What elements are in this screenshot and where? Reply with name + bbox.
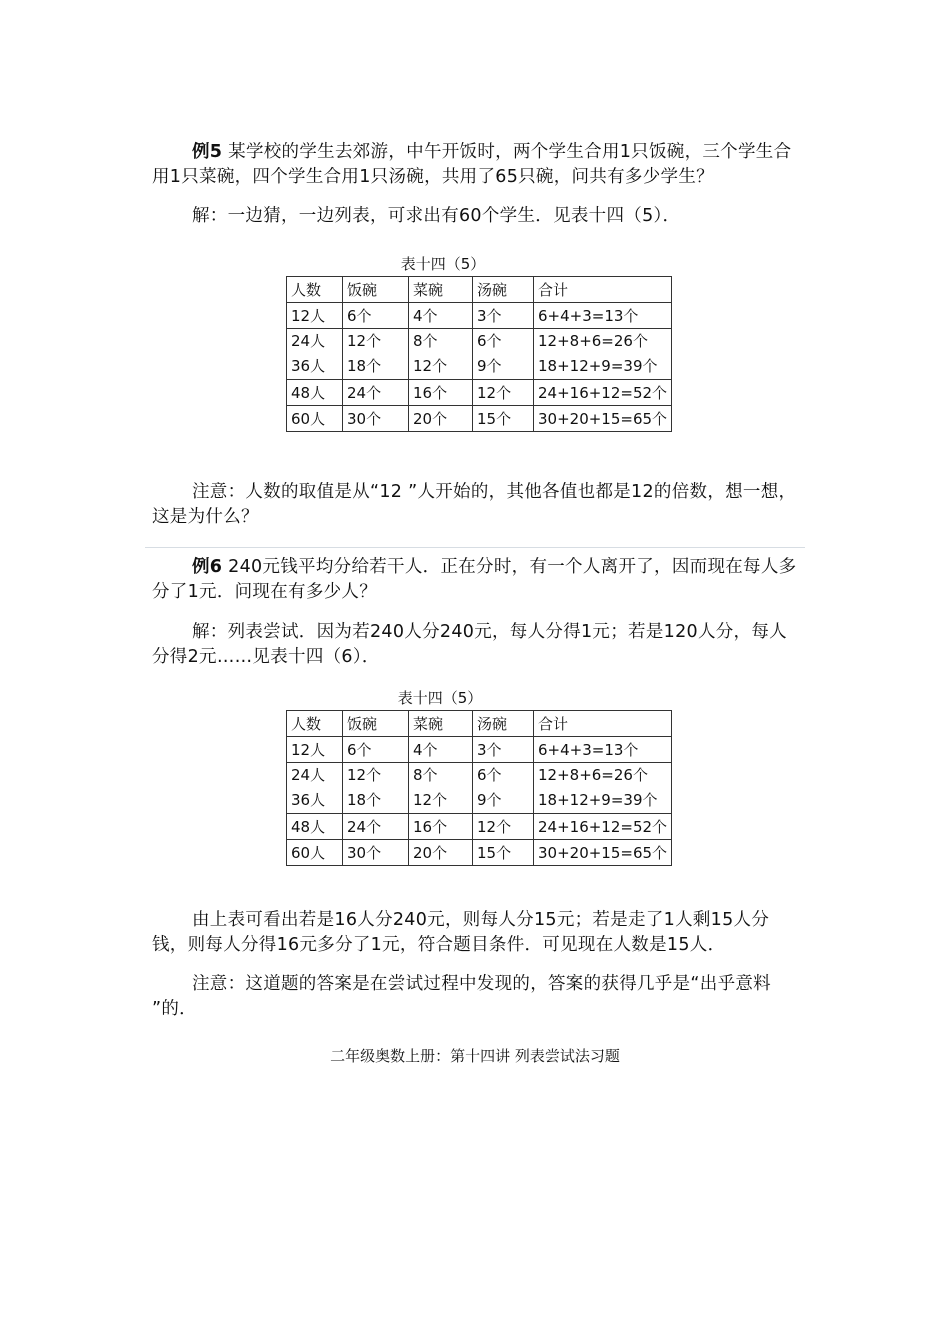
table-cell [473,763,534,814]
header-cell: 汤碗 [473,277,534,303]
example6-solution-text: 解：列表尝试．因为若240人分240元，每人分得1元；若是120人分，每人分得2元……见表十四（6）． [152,622,787,667]
header-cell: 菜碗 [409,711,473,737]
table-cell: 3个 [473,303,534,329]
cell-line: 36人 [291,357,326,375]
cell-line: 8个 [413,332,438,350]
example5-problem [152,140,802,190]
cell-line: 6个 [477,766,502,784]
table-cell: 15个 [473,840,534,866]
cell-line: 6个 [477,332,502,350]
table2-caption: 表十四（5） [397,689,483,707]
table-cell [409,763,473,814]
example5-solution-text: 解：一边猜，一边列表，可求出有60个学生．见表十四（5）． [192,206,681,226]
cell-line: 12+8+6=26个 [538,766,648,784]
header-cell: 人数 [287,711,343,737]
example6-problem [152,555,802,605]
cell-line: 12+8+6=26个 [538,332,648,350]
example5-label: 例5 [192,142,223,162]
table-row [287,814,672,840]
table-cell [343,763,409,814]
cell-line: 12个 [347,766,382,784]
cell-line: 18个 [347,791,382,809]
section-divider [145,547,805,548]
table-row [287,840,672,866]
example5-problem-text: 某学校的学生去郊游，中午开饭时，两个学生合用1只饭碗，三个学生合用1只菜碗，四个学生合用1只汤碗，共用了65只碗，问共有多少学生？ [152,142,792,187]
table-cell: 12人 [287,737,343,763]
example6-conclusion [152,908,802,958]
table-cell [287,329,343,380]
table-row-merged [287,763,672,814]
table-cell [473,329,534,380]
table-cell: 30个 [343,406,409,432]
table-cell: 12人 [287,303,343,329]
table-cell: 60人 [287,840,343,866]
example6-note-text: 注意：这道题的答案是在尝试过程中发现的，答案的获得几乎是“出乎意料 ”的． [152,974,771,1019]
cell-line: 12个 [413,791,448,809]
table-cell: 30个 [343,840,409,866]
table2 [286,710,672,866]
table-cell: 20个 [409,406,473,432]
table-cell: 60人 [287,406,343,432]
table1-caption: 表十四（5） [400,255,486,273]
table1 [286,276,672,432]
table-cell [534,763,672,814]
table-cell: 30+20+15=65个 [534,406,672,432]
table-cell [534,329,672,380]
header-cell: 饭碗 [343,277,409,303]
page-footer: 二年级奥数上册：第十四讲 列表尝试法习题 [330,1047,620,1065]
table-header-row [287,277,672,303]
table-cell: 3个 [473,737,534,763]
table-cell: 6个 [343,303,409,329]
example6-solution [152,620,802,670]
cell-line: 36人 [291,791,326,809]
table-cell: 30+20+15=65个 [534,840,672,866]
table-cell: 20个 [409,840,473,866]
cell-line: 18个 [347,357,382,375]
table-cell: 6+4+3=13个 [534,303,672,329]
header-cell: 饭碗 [343,711,409,737]
header-cell: 汤碗 [473,711,534,737]
table-cell: 15个 [473,406,534,432]
table-row-merged [287,329,672,380]
table-cell: 6个 [343,737,409,763]
table-row [287,303,672,329]
example6-note [152,972,802,1022]
cell-line: 12个 [347,332,382,350]
cell-line: 24人 [291,766,326,784]
table-row [287,406,672,432]
table-cell: 12个 [473,380,534,406]
header-cell: 合计 [534,277,672,303]
table-cell: 24+16+12=52个 [534,814,672,840]
table-header-row [287,711,672,737]
table-cell: 4个 [409,303,473,329]
cell-line: 12个 [413,357,448,375]
table-cell [409,329,473,380]
cell-line: 24人 [291,332,326,350]
table-cell [287,763,343,814]
cell-line: 18+12+9=39个 [538,357,658,375]
table-cell: 6+4+3=13个 [534,737,672,763]
example5-note [152,480,802,530]
example6-conclusion-text: 由上表可看出若是16人分240元，则每人分15元；若是走了1人剩15人分钱，则每人分得16元多分了1元，符合题目条件．可见现在人数是15人． [152,910,770,955]
table-cell: 48人 [287,814,343,840]
table-cell: 16个 [409,380,473,406]
table-cell [343,329,409,380]
example5-note-text: 注意：人数的取值是从“12 ”人开始的，其他各值也都是12的倍数，想一想，这是为什么？ [152,482,797,527]
cell-line: 9个 [477,357,502,375]
table-row [287,737,672,763]
table-cell: 24+16+12=52个 [534,380,672,406]
table-row [287,380,672,406]
cell-line: 8个 [413,766,438,784]
cell-line: 9个 [477,791,502,809]
table-cell: 48人 [287,380,343,406]
example6-label: 例6 [192,557,223,577]
example5-solution [152,204,802,229]
table-cell: 24个 [343,814,409,840]
header-cell: 合计 [534,711,672,737]
cell-line: 18+12+9=39个 [538,791,658,809]
example6-problem-text: 240元钱平均分给若干人．正在分时，有一个人离开了，因而现在每人多分了1元．问现在有多少人？ [152,557,797,602]
header-cell: 人数 [287,277,343,303]
table-cell: 16个 [409,814,473,840]
table-cell: 12个 [473,814,534,840]
table-cell: 4个 [409,737,473,763]
header-cell: 菜碗 [409,277,473,303]
table-cell: 24个 [343,380,409,406]
